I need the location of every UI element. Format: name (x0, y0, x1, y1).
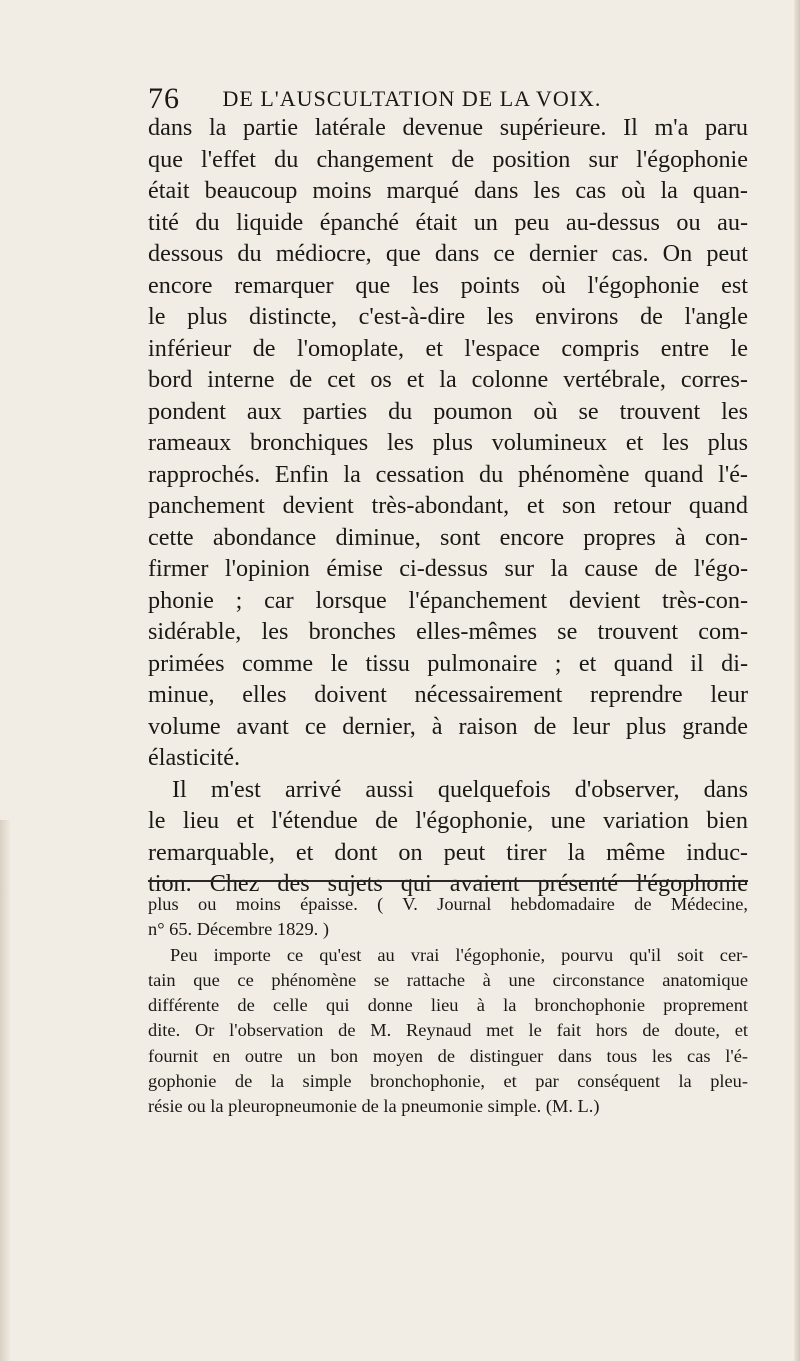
body-line: que l'effet du changement de position sur l'égophonie (148, 145, 748, 173)
body-line: encore remarquer que les points où l'égophonie est (148, 271, 748, 299)
body-line: dessous du médiocre, que dans ce dernier cas. On peut (148, 240, 748, 267)
body-line: panchement devient très-abondant, et son retour quand (148, 492, 748, 519)
footnote-line: plus ou moins épaisse. ( V. Journal hebdomadaire de Médecine, (148, 894, 748, 914)
body-line: Il m'est arrivé aussi quelquefois d'observer, dans (172, 775, 748, 803)
running-title: DE L'AUSCULTATION DE LA VOIX. (222, 86, 602, 111)
body-line: tité du liquide épanché était un peu au-dessus ou au- (148, 208, 748, 236)
body-line: primées comme le tissu pulmonaire ; et quand il di- (148, 649, 748, 677)
body-line: cette abondance diminue, sont encore propres à con- (148, 523, 748, 551)
body-line: était beaucoup moins marqué dans les cas où la quan- (148, 177, 748, 204)
body-line: dans la partie latérale devenue supérieure. Il m'a paru (148, 114, 748, 141)
page-edge-left (0, 820, 10, 1361)
footnote-rule (148, 880, 748, 882)
body-line: phonie ; car lorsque l'épanchement devient très-con- (148, 586, 748, 614)
footnote-line: résie ou la pleuropneumonie de la pneumonie simple. (M. L.) (148, 1096, 600, 1117)
body-line: rapprochés. Enfin la cessation du phénomène quand l'é- (148, 460, 748, 488)
body-line: rameaux bronchiques les plus volumineux et les plus (148, 429, 748, 456)
footnote-line: différente de celle qui donne lieu à la bronchophonie proprement (148, 995, 748, 1016)
footnote-line: n° 65. Décembre 1829. ) (148, 919, 329, 940)
body-text (148, 112, 748, 900)
page-edge-right (794, 0, 800, 1361)
footnote-line: gophonie de la simple bronchophonie, et par conséquent la pleu- (148, 1071, 748, 1092)
body-line: tion. Chez des sujets qui avaient présenté l'égophonie (148, 870, 748, 897)
body-line: le lieu et l'étendue de l'égophonie, une variation bien (148, 807, 748, 834)
footnote (148, 892, 748, 1120)
body-line: élasticité. (148, 744, 241, 771)
footnote-line: dite. Or l'observation de M. Reynaud met le fait hors de doute, et (148, 1020, 748, 1041)
body-line: inférieur de l'omoplate, et l'espace compris entre le (148, 334, 748, 362)
body-line: sidérable, les bronches elles-mêmes se trouvent com- (148, 618, 748, 645)
body-line: pondent aux parties du poumon où se trouvent les (148, 397, 748, 425)
footnote-line: fournit en outre un bon moyen de distinguer dans tous les cas l'é- (148, 1045, 748, 1066)
page-number: 76 (148, 82, 180, 115)
body-line: bord interne de cet os et la colonne vertébrale, corres- (148, 366, 748, 393)
running-header (148, 82, 738, 116)
body-line: le plus distincte, c'est-à-dire les environs de l'angle (148, 303, 748, 330)
footnote-line: Peu importe ce qu'est au vrai l'égophonie, pourvu qu'il soit cer- (170, 944, 748, 965)
footnote-line: tain que ce phénomène se rattache à une circonstance anatomique (148, 969, 748, 990)
body-line: volume avant ce dernier, à raison de leur plus grande (148, 712, 748, 740)
body-line: firmer l'opinion émise ci-dessus sur la cause de l'égo- (148, 555, 748, 582)
body-line: minue, elles doivent nécessairement reprendre leur (148, 681, 748, 708)
body-line: remarquable, et dont on peut tirer la même induc- (148, 838, 748, 866)
